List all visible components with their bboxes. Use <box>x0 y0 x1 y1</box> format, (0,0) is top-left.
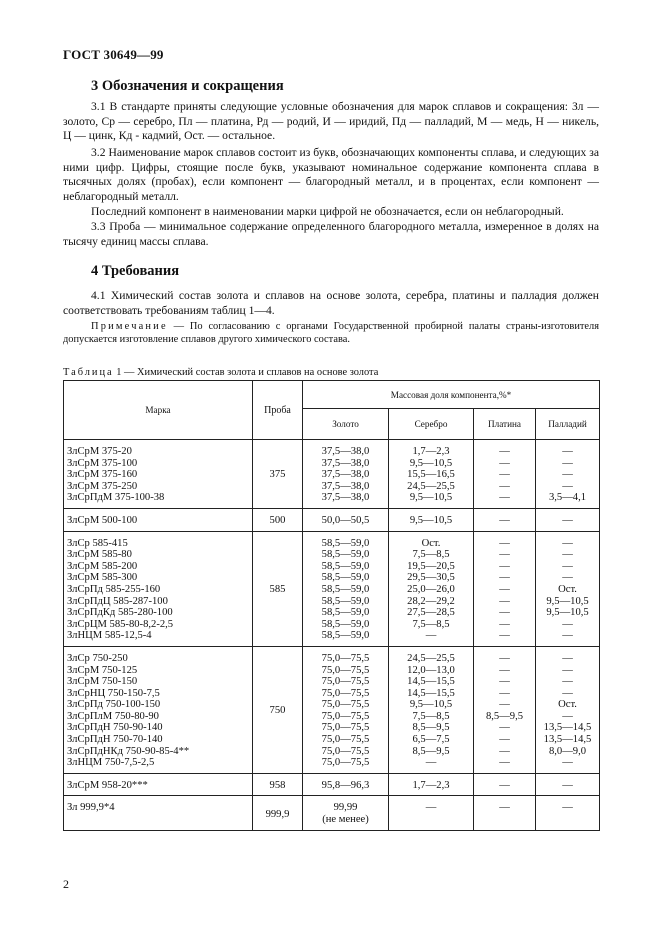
platinum-cell-line: — <box>499 537 510 549</box>
silver-cell <box>389 508 474 531</box>
section-4-title: 4 Требования <box>91 263 180 279</box>
palladium-cell <box>536 796 600 830</box>
grade-cell-line: ЗлСрМ 375-100 <box>67 457 138 469</box>
palladium-cell-line: Ост. <box>558 583 577 595</box>
gold-cell-line: 58,5—59,0 <box>321 618 370 630</box>
gold-cell-line: 95,8—96,3 <box>321 779 370 791</box>
platinum-cell-line: — <box>499 480 510 492</box>
table-row <box>64 646 600 773</box>
gold-cell-line: 75,0—75,5 <box>321 687 370 699</box>
silver-cell-line: 7,5—8,5 <box>412 549 450 561</box>
palladium-cell-line: — <box>562 480 573 492</box>
gold-cell-line: 99,99 <box>333 802 358 814</box>
silver-cell <box>389 646 474 773</box>
header-platinum: Платина <box>474 409 536 440</box>
header-gold: Золото <box>303 409 389 440</box>
silver-cell-line: 29,5—30,5 <box>407 572 455 584</box>
palladium-cell <box>536 508 600 531</box>
gold-cell <box>303 796 389 830</box>
gold-cell-line: 58,5—59,0 <box>321 595 370 607</box>
platinum-cell-line: — <box>499 664 510 676</box>
palladium-cell-line: — <box>562 802 573 814</box>
composition-table <box>63 380 600 831</box>
palladium-cell-line: — <box>562 469 573 481</box>
silver-cell-line: 8,5—9,5 <box>412 745 450 757</box>
probe-cell <box>253 440 303 509</box>
platinum-cell-line: — <box>499 618 510 630</box>
platinum-cell-line: — <box>499 652 510 664</box>
platinum-cell-line: — <box>499 572 510 584</box>
platinum-cell-line: — <box>499 734 510 746</box>
gold-cell <box>303 440 389 509</box>
grade-cell <box>64 646 253 773</box>
grade-cell-line: Зл 999,9*4 <box>67 802 115 814</box>
platinum-cell-line: — <box>499 745 510 757</box>
probe-cell <box>253 531 303 646</box>
gold-cell <box>303 508 389 531</box>
silver-cell-line: 24,5—25,5 <box>407 652 455 664</box>
grade-cell-line: ЗлСр 750-250 <box>67 652 128 664</box>
gold-cell-line: 75,0—75,5 <box>321 745 370 757</box>
silver-cell-line: — <box>425 757 437 769</box>
platinum-cell <box>474 531 536 646</box>
grade-cell-line: ЗлСрПдМ 375-100-38 <box>67 492 165 504</box>
platinum-cell-line: — <box>499 492 510 504</box>
table-1-caption <box>63 367 378 378</box>
probe-value: 750 <box>269 705 286 717</box>
grade-cell-line: ЗлСрПдНКд 750-90-85-4** <box>67 745 190 757</box>
clause-3-1: 3.1 В стандарте приняты следующие условные обозначения для марок сплавов и сокращения: Зл — золото, Ср — серебро, Пл — платина, Рд — родий, И — иридий, Пд — палладий, М — медь, Н — никель, Ц — цинк, Кд - кадмий, Ост. — остальное. <box>63 100 599 143</box>
silver-cell-line: 9,5—10,5 <box>409 492 453 504</box>
platinum-cell-line: — <box>499 699 510 711</box>
grade-cell-line: ЗлСрМ 585-300 <box>67 572 138 584</box>
grade-cell-line: ЗлСрМ 750-150 <box>67 676 138 688</box>
grade-cell-line: ЗлСрПд 585-255-160 <box>67 583 161 595</box>
table-body <box>64 440 600 831</box>
silver-cell-line: 25,0—26,0 <box>407 583 455 595</box>
palladium-cell-line: — <box>562 710 573 722</box>
silver-cell-line: 1,7—2,3 <box>412 446 450 457</box>
probe-cell <box>253 773 303 796</box>
probe-value: 375 <box>269 469 286 481</box>
silver-cell-line: 9,5—10,5 <box>409 457 453 469</box>
palladium-cell-line: — <box>562 687 573 699</box>
clause-3-3: 3.3 Проба — минимальное содержание определенного благородного металла, измеренное в долях на тысячу единиц массы сплава. <box>63 220 599 248</box>
platinum-cell-line: — <box>499 687 510 699</box>
grade-cell-line: ЗлСрМ 375-160 <box>67 469 138 481</box>
palladium-cell-line: — <box>562 630 573 642</box>
palladium-cell-line: — <box>562 757 573 769</box>
palladium-cell-line: — <box>562 652 573 664</box>
palladium-cell-line: 9,5—10,5 <box>546 595 589 607</box>
table-row <box>64 531 600 646</box>
palladium-cell-line: — <box>562 549 573 561</box>
table-row <box>64 796 600 830</box>
probe-value: 500 <box>269 515 286 527</box>
gold-cell <box>303 531 389 646</box>
probe-value: 585 <box>269 584 286 596</box>
gold-cell <box>303 773 389 796</box>
palladium-cell-line: — <box>562 572 573 584</box>
gold-cell-line: 58,5—59,0 <box>321 549 370 561</box>
platinum-cell <box>474 508 536 531</box>
palladium-cell-line: — <box>562 664 573 676</box>
grade-cell-line: ЗлСрПлМ 750-80-90 <box>67 710 159 722</box>
probe-cell <box>253 796 303 830</box>
silver-cell-line: 27,5—28,5 <box>407 607 455 619</box>
table-caption-label: Таблица <box>63 367 114 378</box>
silver-cell-line: 9,5—10,5 <box>409 514 453 526</box>
clause-4-1: 4.1 Химический состав золота и сплавов на основе золота, серебра, платины и палладия должен соответствовать требованиям таблиц 1—4. <box>63 289 599 317</box>
header-palladium: Палладий <box>536 409 600 440</box>
gold-cell-line: 37,5—38,0 <box>321 457 370 469</box>
gold-cell-line: 58,5—59,0 <box>321 607 370 619</box>
platinum-cell-line: — <box>499 469 510 481</box>
silver-cell-line: Ост. <box>421 537 441 549</box>
silver-cell-line: 8,5—9,5 <box>412 722 450 734</box>
gold-cell-line: 75,0—75,5 <box>321 664 370 676</box>
gold-cell-line: 50,0—50,5 <box>321 514 370 526</box>
silver-cell-line: — <box>425 630 437 642</box>
silver-cell-line: — <box>425 802 437 814</box>
platinum-cell-line: — <box>499 676 510 688</box>
silver-cell <box>389 440 474 509</box>
gold-cell-line: 37,5—38,0 <box>321 480 370 492</box>
gold-cell <box>303 646 389 773</box>
silver-cell-line: 7,5—8,5 <box>412 710 450 722</box>
silver-cell-line: 7,5—8,5 <box>412 618 450 630</box>
grade-cell-line: ЗлСрМ 585-200 <box>67 560 138 572</box>
silver-cell-line: 19,5—20,5 <box>407 560 455 572</box>
palladium-cell-line: 13,5—14,5 <box>543 722 592 734</box>
gold-cell-line: 75,0—75,5 <box>321 652 370 664</box>
gold-cell-line: (не менее) <box>322 814 369 826</box>
platinum-cell-line: — <box>499 757 510 769</box>
gold-cell-line: 58,5—59,0 <box>321 630 370 642</box>
clause-3-2: 3.2 Наименование марок сплавов состоит из букв, обозначающих компоненты сплава, и следующих за ними цифр. Цифры, стоящие после букв, указывают номинальное содержание компонента сплава в тысячных долях (пробах), если компонент — благородный металл, и в процентах, если компонент — неблагородный металл. <box>63 146 599 203</box>
palladium-cell-line: — <box>562 779 573 791</box>
palladium-cell-line: 8,0—9,0 <box>548 745 587 757</box>
platinum-cell-line: — <box>499 607 510 619</box>
gold-cell-line: 75,0—75,5 <box>321 757 370 769</box>
clause-3-2-note: Последний компонент в наименовании марки цифрой не обозначается, если он неблагородный. <box>91 205 564 218</box>
gold-cell-line: 58,5—59,0 <box>321 583 370 595</box>
table-row <box>64 440 600 509</box>
grade-cell-line: ЗлСрМ 375-20 <box>67 446 132 457</box>
grade-cell-line: ЗлСрНЦ 750-150-7,5 <box>67 687 160 699</box>
palladium-cell-line: — <box>562 618 573 630</box>
platinum-cell-line: — <box>499 722 510 734</box>
platinum-cell <box>474 646 536 773</box>
platinum-cell <box>474 773 536 796</box>
gold-cell-line: 37,5—38,0 <box>321 446 370 457</box>
gold-cell-line: 75,0—75,5 <box>321 722 370 734</box>
palladium-cell-line: — <box>562 457 573 469</box>
grade-cell-line: ЗлСрМ 585-80 <box>67 549 132 561</box>
platinum-cell-line: — <box>499 560 510 572</box>
grade-cell-line: ЗлСрПдН 750-70-140 <box>67 734 163 746</box>
grade-cell-line: ЗлСрПдЦ 585-287-100 <box>67 595 168 607</box>
platinum-cell-line: — <box>499 457 510 469</box>
note-label: Примечание <box>91 321 168 332</box>
grade-cell-line: ЗлСрЦМ 585-80-8,2-2,5 <box>67 618 174 630</box>
palladium-cell-line: 13,5—14,5 <box>543 734 592 746</box>
platinum-cell-line: — <box>499 595 510 607</box>
silver-cell-line: 9,5—10,5 <box>409 699 453 711</box>
platinum-cell-line: — <box>499 549 510 561</box>
gold-cell-line: 58,5—59,0 <box>321 537 370 549</box>
grade-cell-line: ЗлСрМ 500-100 <box>67 514 138 526</box>
grade-cell-line: ЗлСрПд 750-100-150 <box>67 699 161 711</box>
platinum-cell-line: 8,5—9,5 <box>485 710 524 722</box>
palladium-cell <box>536 531 600 646</box>
grade-cell-line: ЗлСрПдН 750-90-140 <box>67 722 163 734</box>
gold-cell-line: 75,0—75,5 <box>321 699 370 711</box>
grade-cell <box>64 773 253 796</box>
palladium-cell-line: — <box>562 514 573 526</box>
header-probe: Проба <box>253 381 303 440</box>
grade-cell-line: ЗлСрМ 750-125 <box>67 664 138 676</box>
grade-cell-line: ЗлНЦМ 750-7,5-2,5 <box>67 757 155 769</box>
palladium-cell-line: — <box>562 446 573 457</box>
probe-value: 999,9 <box>265 808 290 820</box>
silver-cell <box>389 773 474 796</box>
gold-cell-line: 58,5—59,0 <box>321 572 370 584</box>
palladium-cell-line: 9,5—10,5 <box>546 607 589 619</box>
palladium-cell-line: 3,5—4,1 <box>548 492 587 504</box>
grade-cell-line: ЗлСрМ 958-20*** <box>67 779 148 791</box>
palladium-cell <box>536 440 600 509</box>
palladium-cell-line: — <box>562 676 573 688</box>
probe-value: 958 <box>269 780 286 792</box>
gold-cell-line: 58,5—59,0 <box>321 560 370 572</box>
table-row <box>64 508 600 531</box>
grade-cell <box>64 531 253 646</box>
table-row <box>64 773 600 796</box>
gold-cell-line: 75,0—75,5 <box>321 710 370 722</box>
note <box>63 320 599 346</box>
note-text: — По согласованию с органами Государственной пробирной палаты страны-изготовителя допускается изготовление сплавов другого химического состава. <box>63 321 599 345</box>
gold-cell-line: 37,5—38,0 <box>321 492 370 504</box>
silver-cell-line: 14,5—15,5 <box>407 676 455 688</box>
grade-cell-line: ЗлСрПдКд 585-280-100 <box>67 607 173 619</box>
platinum-cell <box>474 440 536 509</box>
grade-cell-line: ЗлСр 585-415 <box>67 537 128 549</box>
palladium-cell-line: — <box>562 537 573 549</box>
silver-cell-line: 14,5—15,5 <box>407 687 455 699</box>
silver-cell-line: 6,5—7,5 <box>412 734 450 746</box>
silver-cell-line: 12,0—13,0 <box>407 664 455 676</box>
probe-cell <box>253 646 303 773</box>
grade-cell <box>64 440 253 509</box>
silver-cell-line: 24,5—25,5 <box>407 480 455 492</box>
palladium-cell-line: Ост. <box>558 699 577 711</box>
gold-cell-line: 37,5—38,0 <box>321 469 370 481</box>
platinum-cell-line: — <box>499 514 510 526</box>
section-3-title: 3 Обозначения и сокращения <box>91 78 284 94</box>
platinum-cell <box>474 796 536 830</box>
platinum-cell-line: — <box>499 779 510 791</box>
silver-cell <box>389 796 474 830</box>
silver-cell-line: 28,2—29,2 <box>407 595 455 607</box>
palladium-cell <box>536 646 600 773</box>
probe-cell <box>253 508 303 531</box>
platinum-cell-line: — <box>499 583 510 595</box>
grade-cell-line: ЗлСрМ 375-250 <box>67 480 138 492</box>
header-silver: Серебро <box>389 409 474 440</box>
silver-cell-line: 15,5—16,5 <box>407 469 455 481</box>
page-number: 2 <box>63 877 69 891</box>
platinum-cell-line: — <box>499 446 510 457</box>
grade-cell <box>64 508 253 531</box>
document-header: ГОСТ 30649—99 <box>63 47 164 62</box>
gold-cell-line: 75,0—75,5 <box>321 676 370 688</box>
silver-cell-line: 1,7—2,3 <box>412 779 450 791</box>
palladium-cell-line: — <box>562 560 573 572</box>
silver-cell <box>389 531 474 646</box>
grade-cell <box>64 796 253 830</box>
table-caption-text: 1 — Химический состав золота и сплавов на основе золота <box>113 367 379 378</box>
header-grade: Марка <box>64 381 253 440</box>
header-mass-fraction: Массовая доля компонента,%* <box>303 381 600 409</box>
platinum-cell-line: — <box>499 802 510 814</box>
palladium-cell <box>536 773 600 796</box>
gold-cell-line: 75,0—75,5 <box>321 734 370 746</box>
grade-cell-line: ЗлНЦМ 585-12,5-4 <box>67 630 152 642</box>
platinum-cell-line: — <box>499 630 510 642</box>
